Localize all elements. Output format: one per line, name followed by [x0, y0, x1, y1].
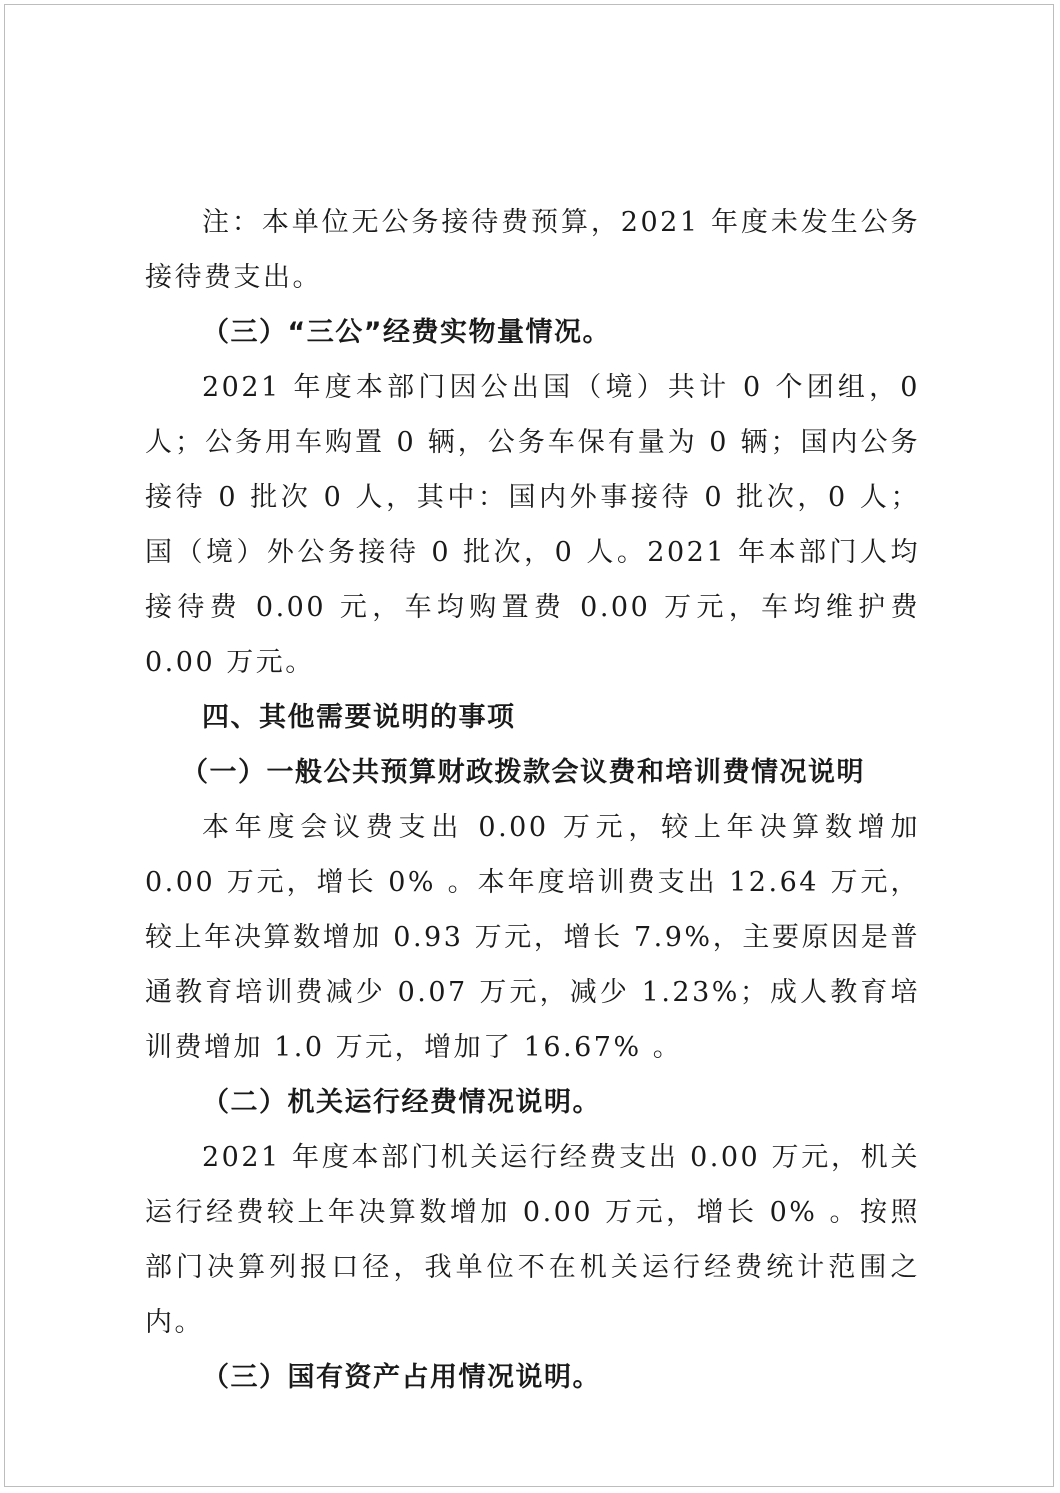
section-heading-operating-expenses: （二）机关运行经费情况说明。 [202, 1087, 601, 1118]
note-paragraph: 注：本单位无公务接待费预算，2021 年度未发生公务接待费支出。 [145, 207, 920, 293]
operating-expenses-paragraph: 2021 年度本部门机关运行经费支出 0.00 万元，机关运行经费较上年决算数增加 0.00 万元，增长 0% 。按照部门决算列报口径，我单位不在机关运行经费统计范围之内。 [145, 1142, 920, 1338]
document-body [145, 195, 920, 1405]
section-heading-meeting-training: （一）一般公共预算财政拨款会议费和培训费情况说明 [181, 757, 865, 788]
meeting-training-paragraph: 本年度会议费支出 0.00 万元，较上年决算数增加 0.00 万元，增长 0% 。本年度培训费支出 12.64 万元，较上年决算数增加 0.93 万元，增长 7.9%，主要原因是普通教育培训费减少 0.07 万元，减少 1.23%；成人教育培训费增加 1.0 万元，增加了 16.67% 。 [145, 812, 920, 1063]
document-page [4, 4, 1054, 1487]
section-heading-other-matters: 四、其他需要说明的事项 [202, 702, 516, 733]
section-heading-state-assets: （三）国有资产占用情况说明。 [202, 1362, 601, 1393]
quantity-paragraph: 2021 年度本部门因公出国（境）共计 0 个团组，0 人；公务用车购置 0 辆，公务车保有量为 0 辆；国内公务接待 0 批次 0 人，其中：国内外事接待 0 批次，0 人；国（境）外公务接待 0 批次，0 人。2021 年本部门人均接待费 0.00 元，车均购置费 0.00 万元，车均维护费 0.00 万元。 [145, 372, 920, 678]
section-heading-three-public-quantity: （三）“三公”经费实物量情况。 [202, 317, 611, 348]
